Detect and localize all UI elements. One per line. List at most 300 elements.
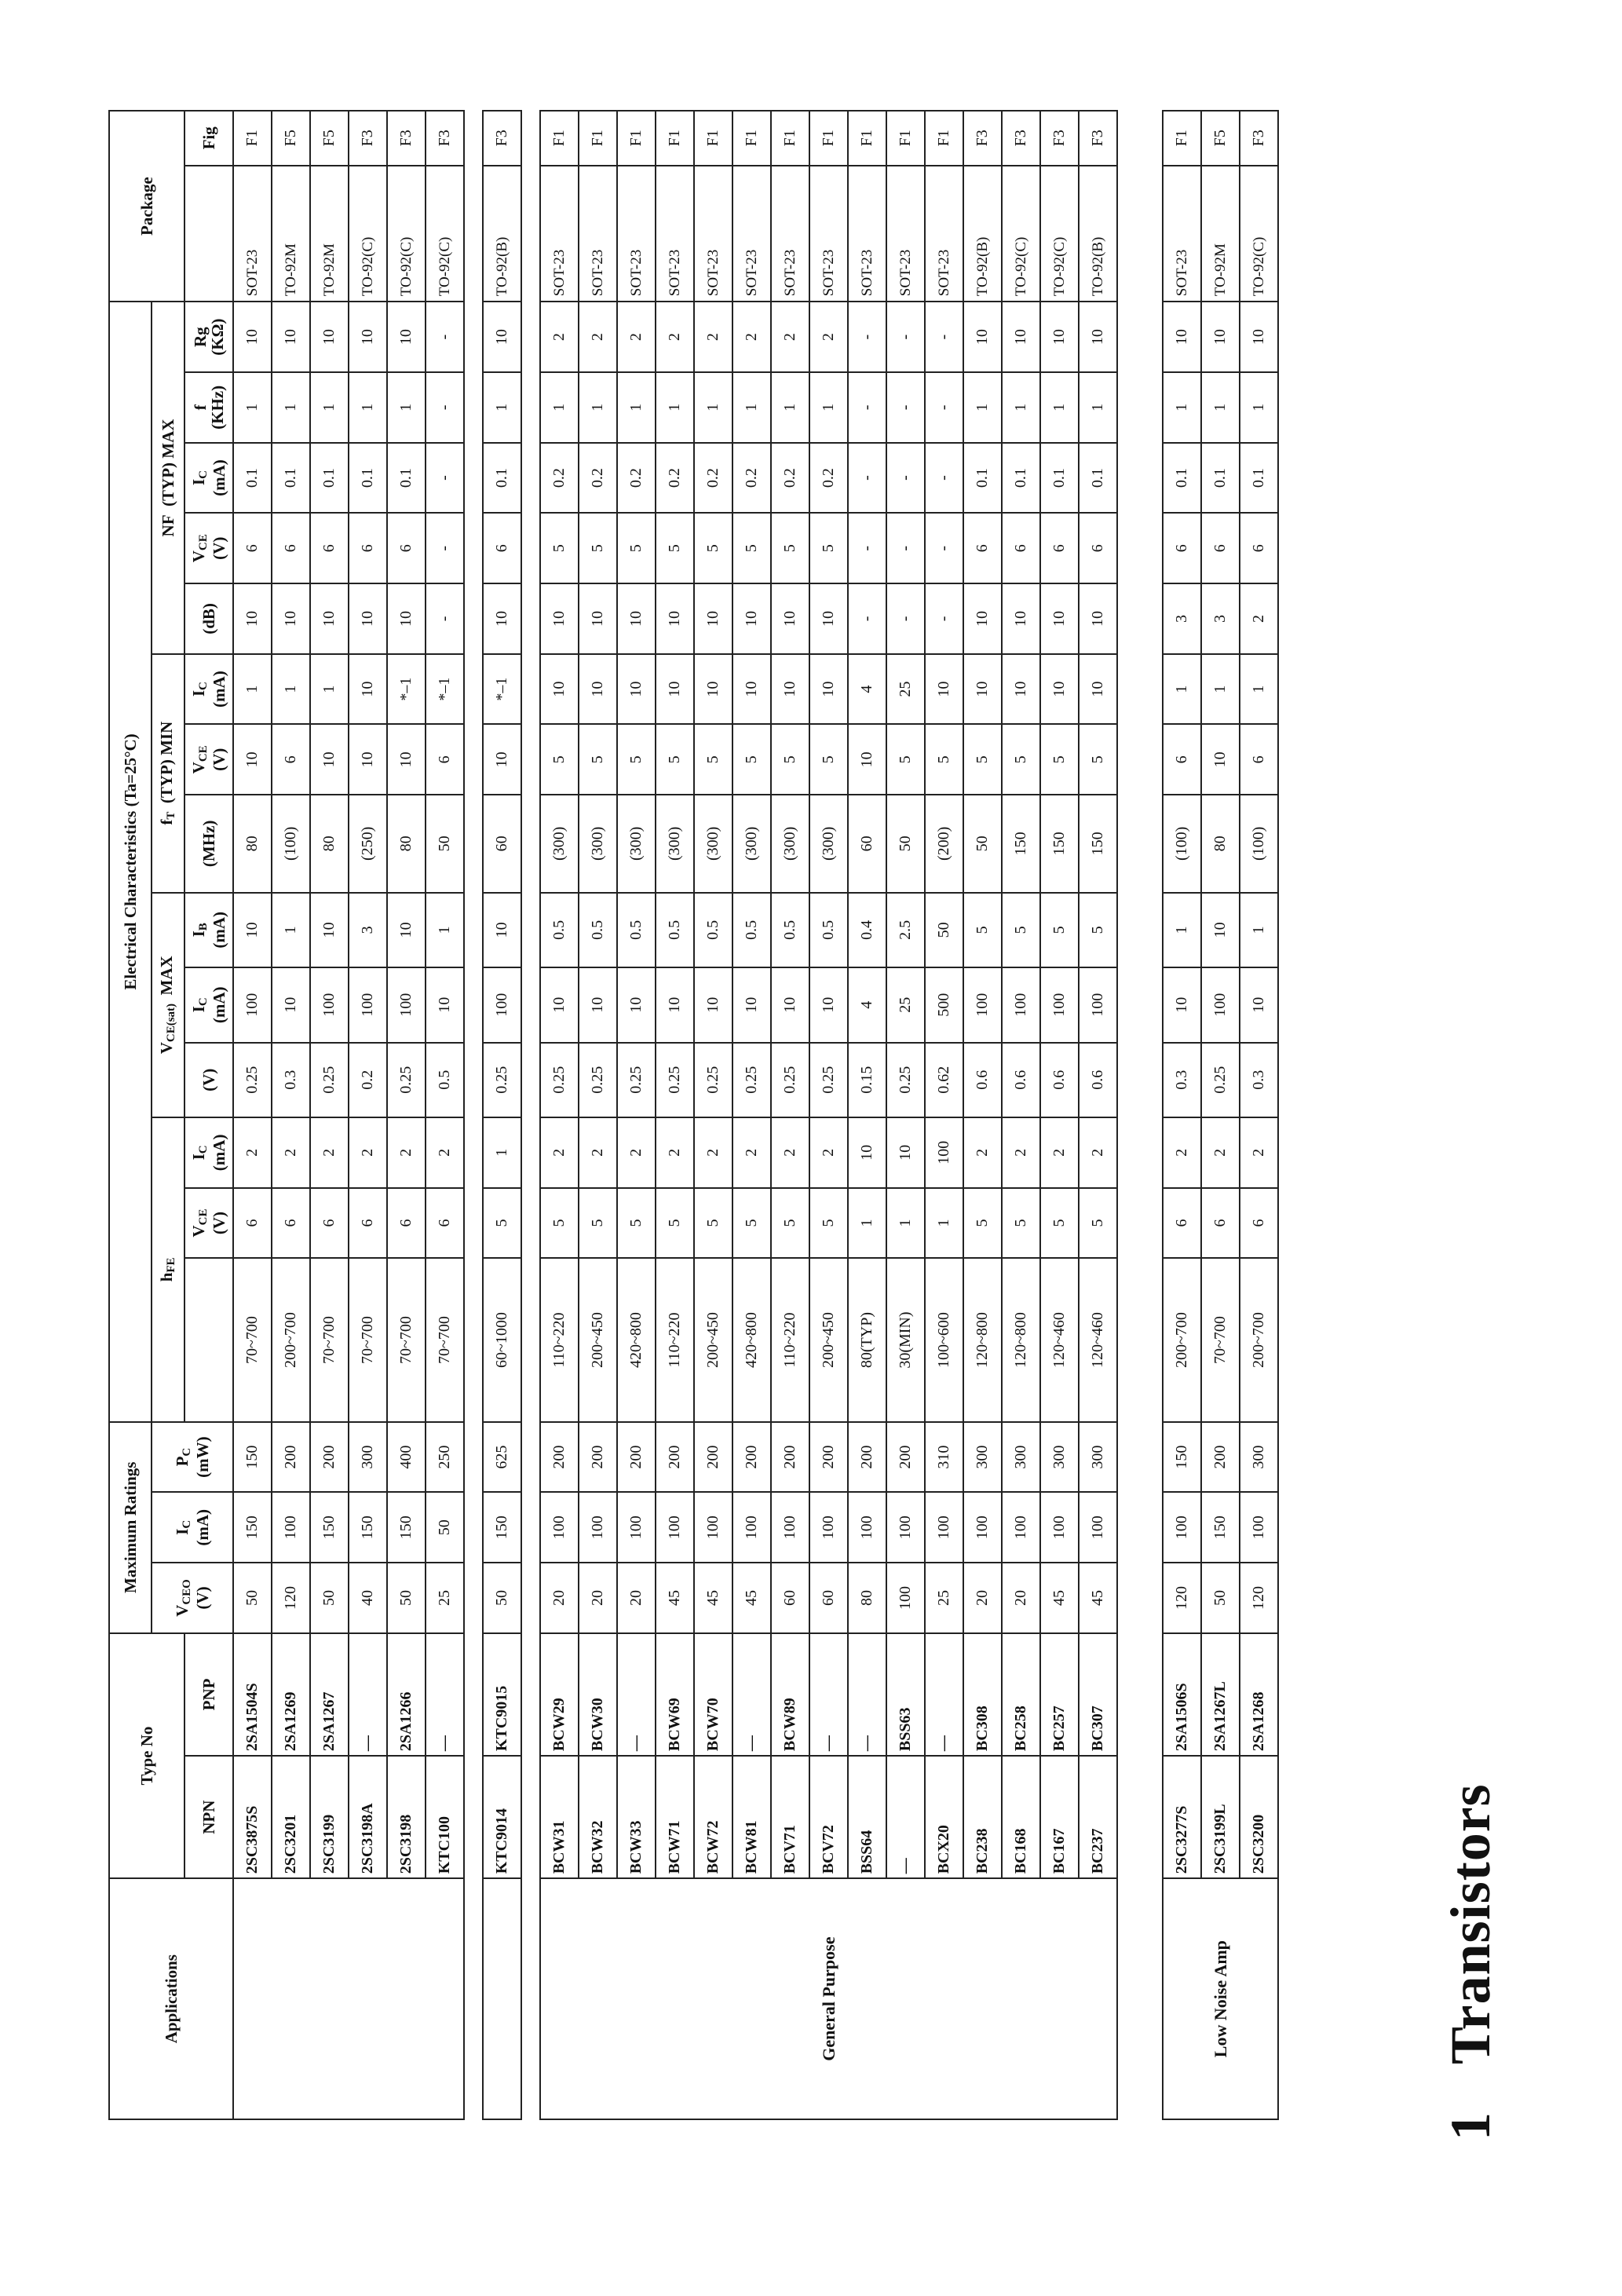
table-cell: 100 xyxy=(387,967,426,1042)
table-cell: 30(MIN) xyxy=(886,1258,925,1421)
table-cell: BC167 xyxy=(1040,1756,1079,1878)
table-cell: 1 xyxy=(1201,654,1240,725)
table-cell: TO-92(B) xyxy=(1079,166,1117,302)
table-cell: 70~700 xyxy=(233,1258,272,1421)
table-cell: 100 xyxy=(963,1492,1002,1563)
table-cell: 6 xyxy=(1201,1188,1240,1259)
table-cell: 0.62 xyxy=(925,1043,963,1117)
table-cell: 10 xyxy=(387,583,426,654)
table-cell: 45 xyxy=(732,1563,771,1633)
table-cell: 0.25 xyxy=(694,1043,732,1117)
table-cell: F1 xyxy=(771,111,809,166)
table-cell: 200 xyxy=(809,1422,848,1493)
table-cell: 45 xyxy=(1079,1563,1117,1633)
table-cell: 2 xyxy=(963,1117,1002,1188)
table-cell: 10 xyxy=(483,583,521,654)
table-cell: 25 xyxy=(925,1563,963,1633)
table-cell: 5 xyxy=(656,513,694,583)
table-cell: 80 xyxy=(233,795,272,892)
table-cell: 1 xyxy=(1163,654,1201,725)
table-cell: 80 xyxy=(848,1563,886,1633)
table-cell: 50 xyxy=(925,893,963,967)
table-cell: TO-92(C) xyxy=(1002,166,1040,302)
table-cell: 10 xyxy=(656,654,694,725)
table-cell: 6 xyxy=(1163,724,1201,795)
application-cell xyxy=(483,1878,521,2119)
table-cell: 10 xyxy=(732,654,771,725)
table-cell: 10 xyxy=(310,893,349,967)
table-cell: 10 xyxy=(1240,302,1278,372)
table-cell: KTC9014 xyxy=(483,1756,521,1878)
table-cell: 0.25 xyxy=(656,1043,694,1117)
table-cell: 5 xyxy=(1079,724,1117,795)
table-row xyxy=(848,111,886,2119)
table-cell: 10 xyxy=(1201,724,1240,795)
table-cell: 200 xyxy=(656,1422,694,1493)
table-cell: 2 xyxy=(310,1117,349,1188)
table-cell: SOT-23 xyxy=(848,166,886,302)
table-cell: 0.1 xyxy=(1201,443,1240,514)
table-cell: (100) xyxy=(272,795,310,892)
table-cell: 5 xyxy=(1002,724,1040,795)
table-cell: F1 xyxy=(886,111,925,166)
table-cell: 10 xyxy=(310,302,349,372)
table-cell: 2 xyxy=(1240,583,1278,654)
table-cell: 20 xyxy=(963,1563,1002,1633)
hfe-header: $h_{FE}$ xyxy=(152,1117,184,1422)
table-cell: 10 xyxy=(925,654,963,725)
table-row xyxy=(809,111,848,2119)
table-cell: 0.1 xyxy=(1240,443,1278,514)
table-cell: 5 xyxy=(809,724,848,795)
table-cell: 1 xyxy=(1079,372,1117,443)
table-cell: F3 xyxy=(1240,111,1278,166)
separator-cell xyxy=(521,111,540,2119)
table-cell: 100 xyxy=(483,967,521,1042)
table-cell: 2 xyxy=(617,302,656,372)
table-cell: - xyxy=(886,583,925,654)
table-cell: 25 xyxy=(886,967,925,1042)
table-cell: 1 xyxy=(272,893,310,967)
separator-cell xyxy=(1117,111,1163,2119)
table-cell: 10 xyxy=(617,654,656,725)
table-cell: 2 xyxy=(272,1117,310,1188)
table-cell: 2SC3199 xyxy=(310,1756,349,1878)
table-cell: F1 xyxy=(848,111,886,166)
table-cell: 25 xyxy=(886,654,925,725)
table-cell: 80 xyxy=(1201,795,1240,892)
table-row xyxy=(387,111,426,2119)
table-cell: 2 xyxy=(694,302,732,372)
table-cell: 10 xyxy=(349,654,387,725)
table-cell: 200 xyxy=(579,1422,617,1493)
table-cell: 0.6 xyxy=(1040,1043,1079,1117)
table-cell: 5 xyxy=(617,513,656,583)
table-cell: 70~700 xyxy=(1201,1258,1240,1421)
table-cell: 60 xyxy=(771,1563,809,1633)
table-cell: SOT-23 xyxy=(809,166,848,302)
table-cell: 120~800 xyxy=(963,1258,1002,1421)
table-cell: 10 xyxy=(540,583,579,654)
table-cell: 10 xyxy=(483,724,521,795)
table-cell: 1 xyxy=(483,372,521,443)
table-cell: (300) xyxy=(617,795,656,892)
table-cell: 2 xyxy=(771,302,809,372)
table-cell: 10 xyxy=(310,724,349,795)
table-cell: 120 xyxy=(1163,1563,1201,1633)
table-cell: 0.1 xyxy=(963,443,1002,514)
table-row xyxy=(272,111,310,2119)
table-cell: F5 xyxy=(272,111,310,166)
table-cell: 10 xyxy=(387,724,426,795)
table-cell: BCW31 xyxy=(540,1756,579,1878)
table-cell: 100 xyxy=(1002,1492,1040,1563)
table-cell: 100 xyxy=(1201,967,1240,1042)
table-cell: 50 xyxy=(1201,1563,1240,1633)
table-cell: 4 xyxy=(848,654,886,725)
table-cell: BCW32 xyxy=(579,1756,617,1878)
table-cell: 100 xyxy=(771,1492,809,1563)
table-cell: 10 xyxy=(656,967,694,1042)
package-header: Package xyxy=(109,111,184,302)
table-cell: 150 xyxy=(1079,795,1117,892)
table-cell: 500 xyxy=(925,967,963,1042)
table-cell: 100 xyxy=(848,1492,886,1563)
table-cell: F1 xyxy=(656,111,694,166)
table-cell: 0.2 xyxy=(732,443,771,514)
table-cell: 6 xyxy=(426,724,464,795)
table-cell: 10 xyxy=(809,654,848,725)
table-cell: (300) xyxy=(656,795,694,892)
table-cell: 2 xyxy=(1040,1117,1079,1188)
table-cell: — xyxy=(925,1633,963,1756)
table-cell: 2SA1504S xyxy=(233,1633,272,1756)
table-cell: 70~700 xyxy=(387,1258,426,1421)
table-cell: - xyxy=(426,372,464,443)
table-cell: — xyxy=(809,1633,848,1756)
table-cell: 2SC3198 xyxy=(387,1756,426,1878)
table-cell: 2 xyxy=(656,1117,694,1188)
table-cell: 2 xyxy=(1163,1117,1201,1188)
section-number: 1 xyxy=(1439,2111,1502,2141)
table-cell: 150 xyxy=(1163,1422,1201,1493)
table-row xyxy=(694,111,732,2119)
table-cell: 2SC3201 xyxy=(272,1756,310,1878)
table-cell: 110~220 xyxy=(771,1258,809,1421)
table-cell: 1 xyxy=(310,372,349,443)
table-cell: 0.25 xyxy=(387,1043,426,1117)
table-cell: 6 xyxy=(272,1188,310,1259)
table-cell: 100 xyxy=(694,1492,732,1563)
table-cell: (300) xyxy=(694,795,732,892)
table-cell: 2SC3199L xyxy=(1201,1756,1240,1878)
table-cell: 6 xyxy=(963,513,1002,583)
table-cell: SOT-23 xyxy=(233,166,272,302)
table-cell: 0.2 xyxy=(694,443,732,514)
table-cell: F3 xyxy=(483,111,521,166)
table-cell: 120~800 xyxy=(1002,1258,1040,1421)
table-cell: 100 xyxy=(540,1492,579,1563)
table-cell: 200~450 xyxy=(694,1258,732,1421)
table-cell: BC168 xyxy=(1002,1756,1040,1878)
table-cell: F1 xyxy=(579,111,617,166)
table-cell: 20 xyxy=(617,1563,656,1633)
vcesat-header: $V_{CE(sat)}$ MAX xyxy=(152,893,184,1117)
table-cell: (300) xyxy=(771,795,809,892)
table-cell: 5 xyxy=(1040,1188,1079,1259)
table-cell: 0.2 xyxy=(617,443,656,514)
table-cell: 2 xyxy=(656,302,694,372)
table-cell: 1 xyxy=(310,654,349,725)
table-cell: 25 xyxy=(426,1563,464,1633)
table-cell: 0.1 xyxy=(310,443,349,514)
table-cell: 100 xyxy=(925,1492,963,1563)
table-cell: 6 xyxy=(1240,1188,1278,1259)
table-cell: 10 xyxy=(483,302,521,372)
table-cell: 0.25 xyxy=(579,1043,617,1117)
table-cell: - xyxy=(925,302,963,372)
table-cell: BSS63 xyxy=(886,1633,925,1756)
table-cell: 6 xyxy=(272,513,310,583)
table-cell: 1 xyxy=(579,372,617,443)
table-cell: 1 xyxy=(925,1188,963,1259)
table-cell: 10 xyxy=(963,583,1002,654)
table-cell: 200 xyxy=(732,1422,771,1493)
table-cell: 10 xyxy=(809,583,848,654)
table-cell: 10 xyxy=(694,583,732,654)
table-cell: 6 xyxy=(1079,513,1117,583)
table-cell: 3 xyxy=(349,893,387,967)
table-cell: 100 xyxy=(272,1492,310,1563)
table-cell: SOT-23 xyxy=(617,166,656,302)
table-cell: 2 xyxy=(732,302,771,372)
table-cell: 10 xyxy=(349,724,387,795)
table-cell: 150 xyxy=(349,1492,387,1563)
table-cell: 1 xyxy=(694,372,732,443)
table-cell: 2 xyxy=(1079,1117,1117,1188)
table-cell: BC257 xyxy=(1040,1633,1079,1756)
ft-header: $f_T$ (TYP) MIN xyxy=(152,654,184,893)
hfe-ic-header: $I_C$ (mA) xyxy=(184,1117,233,1188)
table-cell: 5 xyxy=(1040,724,1079,795)
table-cell: 6 xyxy=(349,513,387,583)
table-cell: 60 xyxy=(848,795,886,892)
table-cell: 50 xyxy=(233,1563,272,1633)
table-cell: 10 xyxy=(1163,302,1201,372)
table-cell: 2.5 xyxy=(886,893,925,967)
table-cell: 10 xyxy=(809,967,848,1042)
table-cell: 70~700 xyxy=(310,1258,349,1421)
pc-header: $P_C$ (mW) xyxy=(152,1422,233,1493)
table-cell: 5 xyxy=(540,724,579,795)
table-row xyxy=(1040,111,1079,2119)
table-cell: (300) xyxy=(540,795,579,892)
table-cell: 250 xyxy=(426,1422,464,1493)
table-cell: 0.1 xyxy=(233,443,272,514)
table-cell: 0.3 xyxy=(1163,1043,1201,1117)
table-cell: TO-92(C) xyxy=(387,166,426,302)
table-cell: 10 xyxy=(771,583,809,654)
table-cell: 10 xyxy=(1040,302,1079,372)
table-cell: 100 xyxy=(1040,967,1079,1042)
table-cell: *–1 xyxy=(483,654,521,725)
table-cell: 5 xyxy=(963,893,1002,967)
table-cell: 10 xyxy=(540,654,579,725)
table-cell: SOT-23 xyxy=(1163,166,1201,302)
table-cell: SOT-23 xyxy=(925,166,963,302)
table-cell: 0.5 xyxy=(732,893,771,967)
table-cell: BCW70 xyxy=(694,1633,732,1756)
table-cell: 1 xyxy=(1240,654,1278,725)
table-cell: 6 xyxy=(1201,513,1240,583)
table-cell: 200~700 xyxy=(1240,1258,1278,1421)
table-cell: 100 xyxy=(925,1117,963,1188)
table-cell: 5 xyxy=(579,724,617,795)
table-cell: 0.1 xyxy=(1002,443,1040,514)
table-cell: 120 xyxy=(1240,1563,1278,1633)
table-cell: 200 xyxy=(771,1422,809,1493)
table-cell: 2SC3875S xyxy=(233,1756,272,1878)
table-cell: 200 xyxy=(540,1422,579,1493)
table-cell: 10 xyxy=(617,967,656,1042)
separator-cell xyxy=(464,111,483,2119)
table-cell: 100 xyxy=(886,1563,925,1633)
table-cell: *–1 xyxy=(426,654,464,725)
table-cell: 1 xyxy=(963,372,1002,443)
nf-db-header: (dB) xyxy=(184,583,233,654)
table-cell: 5 xyxy=(732,724,771,795)
table-cell: 0.5 xyxy=(426,1043,464,1117)
table-cell: F3 xyxy=(1040,111,1079,166)
pnp-header: PNP xyxy=(184,1633,233,1756)
ic-max-header: $I_C$ (mA) xyxy=(152,1492,233,1563)
table-cell: 1 xyxy=(1163,893,1201,967)
table-cell: 6 xyxy=(387,1188,426,1259)
table-cell: 2 xyxy=(540,302,579,372)
table-cell: 10 xyxy=(732,967,771,1042)
table-cell: 120~460 xyxy=(1079,1258,1117,1421)
table-cell: 100 xyxy=(233,967,272,1042)
table-cell: (200) xyxy=(925,795,963,892)
table-cell: BCW29 xyxy=(540,1633,579,1756)
table-cell: 60 xyxy=(809,1563,848,1633)
table-cell: - xyxy=(848,372,886,443)
table-cell: 200 xyxy=(1201,1422,1240,1493)
table-cell: 5 xyxy=(732,513,771,583)
application-cell xyxy=(233,1878,464,2119)
table-cell: 120~460 xyxy=(1040,1258,1079,1421)
table-cell: — xyxy=(732,1633,771,1756)
table-cell: 1 xyxy=(272,654,310,725)
table-cell: 10 xyxy=(272,583,310,654)
transistor-table-wrapper xyxy=(108,110,1279,2120)
table-cell: 2 xyxy=(579,1117,617,1188)
table-cell: 100 xyxy=(809,1492,848,1563)
table-cell: 5 xyxy=(771,724,809,795)
table-cell: 310 xyxy=(925,1422,963,1493)
vcesat-ic-header: $I_C$ (mA) xyxy=(184,967,233,1042)
table-cell: 2SA1506S xyxy=(1163,1633,1201,1756)
table-cell: 10 xyxy=(1079,302,1117,372)
table-cell: 2SC3277S xyxy=(1163,1756,1201,1878)
table-cell: 0.25 xyxy=(1201,1043,1240,1117)
table-cell: 0.1 xyxy=(483,443,521,514)
table-cell: 5 xyxy=(963,724,1002,795)
vceo-header: $V_{CEO}$ (V) xyxy=(152,1563,233,1633)
table-cell: 1 xyxy=(1040,372,1079,443)
table-cell: 10 xyxy=(483,893,521,967)
table-cell: BC307 xyxy=(1079,1633,1117,1756)
table-cell: 5 xyxy=(656,724,694,795)
table-cell: 1 xyxy=(233,372,272,443)
table-cell: 80 xyxy=(387,795,426,892)
table-row xyxy=(426,111,464,2119)
table-cell: 80 xyxy=(310,795,349,892)
table-cell: SOT-23 xyxy=(579,166,617,302)
table-cell: 100 xyxy=(1079,967,1117,1042)
table-cell: TO-92M xyxy=(272,166,310,302)
ft-mhz-header: (MHz) xyxy=(184,795,233,892)
table-cell: F3 xyxy=(963,111,1002,166)
table-cell: BC258 xyxy=(1002,1633,1040,1756)
table-cell: BCW71 xyxy=(656,1756,694,1878)
table-cell: 10 xyxy=(579,583,617,654)
table-cell: 10 xyxy=(540,967,579,1042)
table-cell: BCW33 xyxy=(617,1756,656,1878)
table-cell: — xyxy=(349,1633,387,1756)
table-cell: 0.25 xyxy=(617,1043,656,1117)
table-cell: TO-92(B) xyxy=(483,166,521,302)
table-row xyxy=(233,111,272,2119)
table-cell: 10 xyxy=(272,967,310,1042)
table-cell: 10 xyxy=(617,583,656,654)
table-cell: 0.5 xyxy=(579,893,617,967)
table-cell: 10 xyxy=(272,302,310,372)
group-separator xyxy=(1117,111,1163,2119)
table-cell: 6 xyxy=(1240,724,1278,795)
table-cell: 200 xyxy=(694,1422,732,1493)
table-cell: F1 xyxy=(694,111,732,166)
table-row xyxy=(540,111,579,2119)
table-cell: 1 xyxy=(1240,372,1278,443)
table-cell: BCW69 xyxy=(656,1633,694,1756)
table-cell: 5 xyxy=(579,1188,617,1259)
table-cell: 1 xyxy=(617,372,656,443)
table-header xyxy=(109,111,233,2119)
table-row xyxy=(886,111,925,2119)
table-cell: 2SA1269 xyxy=(272,1633,310,1756)
table-cell: 10 xyxy=(579,967,617,1042)
table-cell: 5 xyxy=(483,1188,521,1259)
table-cell: 10 xyxy=(233,724,272,795)
table-cell: - xyxy=(925,513,963,583)
table-cell: 1 xyxy=(1240,893,1278,967)
table-cell: 0.2 xyxy=(579,443,617,514)
table-cell: 60 xyxy=(483,795,521,892)
table-cell: F1 xyxy=(540,111,579,166)
table-cell: 420~800 xyxy=(732,1258,771,1421)
table-cell: F1 xyxy=(732,111,771,166)
table-cell: 10 xyxy=(1040,654,1079,725)
table-cell: 1 xyxy=(732,372,771,443)
table-cell: 0.2 xyxy=(809,443,848,514)
table-cell: - xyxy=(848,302,886,372)
table-cell: 6 xyxy=(1040,513,1079,583)
table-cell: 0.5 xyxy=(656,893,694,967)
table-cell: 5 xyxy=(771,1188,809,1259)
table-cell: 5 xyxy=(809,513,848,583)
table-cell: - xyxy=(925,443,963,514)
